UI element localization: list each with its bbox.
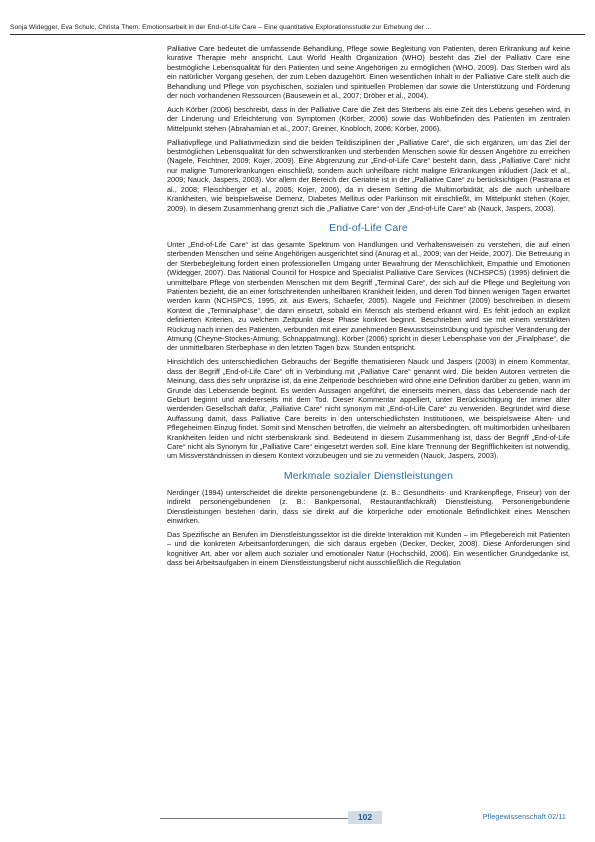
paragraph: Nerdinger (1994) unterscheidet die direkte personengebundene (z. B.: Gesundheits- und Krankenpflege, Friseur) von der indirekt personengebundenen (z. B.: Bankpersonal, Restaurantfachkraft) Dienstleistung. Personengebundene Dienstleistungen bestehen darin, dass sie direkt auf die körperliche oder emotionale Befindlichkeit eines Menschen einwirken. bbox=[167, 487, 570, 525]
section-heading-end-of-life-care: End-of-Life Care bbox=[329, 221, 408, 234]
paragraph: Palliative Care bedeutet die umfassende Behandlung, Pflege sowie Begleitung von Patienten, deren Erkrankung auf keine kurative Therapie mehr anspricht. Laut World Health Organization (WHO) besteht das Ziel der Palliativ Care eine bestmögliche Lebensqualität für den Patienten und seine Angehörigen zu ermöglichen (WHO, 2009). Das Sterben wird als ein natürlicher Vorgang gesehen, der zum Leben dazugehört. Einen wesentlichen Inhalt in der Palliative Care stellt auch die Behandlung und Pflege von psychischen, sozialen und spirituellen Problemen dar sowie die Unterstützung und Förderung der noch vorhandenen Ressourcen (Bausewein et al., 2007; Dröber et al., 2004). bbox=[167, 44, 570, 101]
header-rule bbox=[10, 34, 585, 35]
paragraph: Palliativpflege und Palliativmedizin sind die beiden Teildisziplinen der „Palliative Care“, die sich ergänzen, um das Ziel der bestmöglichen Lebensqualität für den schwerstkranken und sterbenden Menschen sowie für dessen Angehöre zu erreichen (Nagele, Feichtner, 2009; Kojer, 2009). Eine Abgrenzung zur „End-of-Life Care“ besteht darin, dass „Palliative Care“ nicht nur maligne Tumorerkrankungen einschließt, sondern auch unheilbare nicht maligne Erkrankungen inkludiert (Jack et al., 2009; Nauck, Jaspers, 2003). Vor allem der Bereich der Geriatrie ist in der „Palliative Care“ zu berücksichtigen (Pastrana et al., 2008; Fleischberger et al., 2005; Kojer, 2006), da in diesem Setting die Multimorbidität, als die auch unheilbare Krankheiten, wie beispielsweise Demenz, Diabetes Mellitus oder Parkinson mit einschließt, im Mittelpunkt stehen (Kojer, 2009). In diesem Zusammenhang grenzt sich die „Palliative Care“ von der „End-of-Life Care“ ab (Nauck, Jaspers, 2003). bbox=[167, 137, 570, 213]
page-number: 102 bbox=[348, 811, 382, 824]
paragraph: Hinsichtlich des unterschiedlichen Gebrauchs der Begriffe thematisieren Nauck und Jaspers (2003) in einem Kommentar, dass der Begriff „End-of-Life Care“ oft in Verbindung mit „Palliative Care“ genannt wird. Die beiden Autoren vertreten die Meinung, dass dies sehr unpräzise ist, da eine Zeitperiode beschrieben wird ohne eine Definition darüber zu geben, wann im Grunde das Lebensende beginnt. Es werden Aussagen angeführt, die einerseits meinen, dass das Lebensende nach der Geburt beginnt und andererseits mit dem Tod. Dieser Kommentar appelliert, unter Berücksichtigung der immer älter werdenden Gesellschaft dafür, „Palliative Care“ nicht synonym mit „End-of-Life Care“ zu verwenden. Begründet wird diese Auffassung damit, dass Palliative Care bereits in den unterschiedlichsten Institutionen, wie beispielsweise Alten- und Pflegeheimen Einzug findet. Somit sind Menschen betroffen, die vielmehr an altersbedingten, oft multimorbiden unheilbaren Krankheiten leiden und nicht sterbenskrank sind. Bedeutend in diesem Zusammenhang ist, dass der Begriff „End-of-Life Care“ nicht als Synonym für „Palliative Care“ eingesetzt werden soll. Eine klare Trennung der Begrifflichkeiten ist notwendig, um Missverständnissen in diesem Kontext vorzubeugen und sie zu vermeiden (Nauck, Jaspers, 2003). bbox=[167, 357, 570, 461]
journal-reference: Pflegewissenschaft 02/11 bbox=[482, 812, 566, 821]
paragraph: Auch Körber (2006) beschreibt, dass in der Palliative Care die Zeit des Sterbens als eine Zeit des Lebens gesehen wird, in der Linderung und Erleichterung von Symptomen (Körber, 2006) sowie das Wohlbefinden des Patienten im zentralen Mittelpunkt stehen (Abrahamian et al., 2007; Greiner, Knobloch, 2006; Körber, 2006). bbox=[167, 104, 570, 133]
paragraph: Das Spezifische an Berufen im Dienstleistungssektor ist die direkte Interaktion mit Kunden – im Pflegebereich mit Patienten – und die konkreten Arbeitsanforderungen, die sich daraus ergeben (Decker, Decker, 2008). Diese Anforderungen sind kognitiver Art, aber vor allem auch sozialer und emotionaler Natur (Hochschild, 2006). Ein wesentlicher Grundgedanke ist, dass bei Arbeitsaufgaben in einem Dienstleistungsberuf nicht ausschließlich die Regulation bbox=[167, 529, 570, 568]
main-text-column bbox=[167, 44, 570, 572]
section-heading-social-services: Merkmale sozialer Dienstleistungen bbox=[283, 469, 454, 482]
running-head: Sonja Widegger, Eva Schulc, Christa Them: Emotionsarbeit in der End-of-Life Care – Eine quantitative Explorationsstudie zur Erhebung der ... bbox=[10, 24, 432, 31]
footer-rule bbox=[160, 818, 348, 819]
paragraph: Unter „End-of-Life Care“ ist das gesamte Spektrum von Handlungen und Verhaltensweisen zu verstehen, die auf einen sterbenden Menschen und seine Angehörigen ausgerichtet sind (Anurag et al., 2009; van der Heide, 2007). Die Betreuung in der Sterbebegleitung fordert einen professionellen Umgang unter Bewahrung der Menschlichkeit, Empathie und Emotionen (Widegger, 2007). Das National Council for Hospice and Specialist Palliative Care Services (NCHSPCS) (1995) definiert die unmittelbare Pflege von sterbenden Menschen mit dem Begriff „Terminal Care“, der sich auf die Pflege und Begleitung von Patienten bezieht, die an einer fortschreitenden unheilbaren Krankheit leiden, und deren Tod binnen wenigen Tagen erwartet werden kann (NCHSPCS, 1995, zit. aus Ewers, Schaefer, 2005). Nagele und Feichtner (2009) beschreiben in diesem Kontext die „Terminalphase“, die dann einsetzt, sobald ein Mensch als sterbend erkannt wird. Es fehlt jedoch an explizit definierten Kriterien, zu welchem Zeitpunkt diese Phase konkret beginnt. Beschrieben wird sie mit einem verstärkten Rückzug nach innen des Patienten, verbunden mit einer zunehmenden Bewusstseinstrübung und typischer Veränderung der Atmung (Cheyne-Stockes-Atmung; Schnappatmung). Körber (2006) spricht in dieser Lebensphase von der „Finalphase“, die der unmittelbaren Sterbephase in den letzten Tagen bzw. Stunden entspricht. bbox=[167, 239, 570, 353]
